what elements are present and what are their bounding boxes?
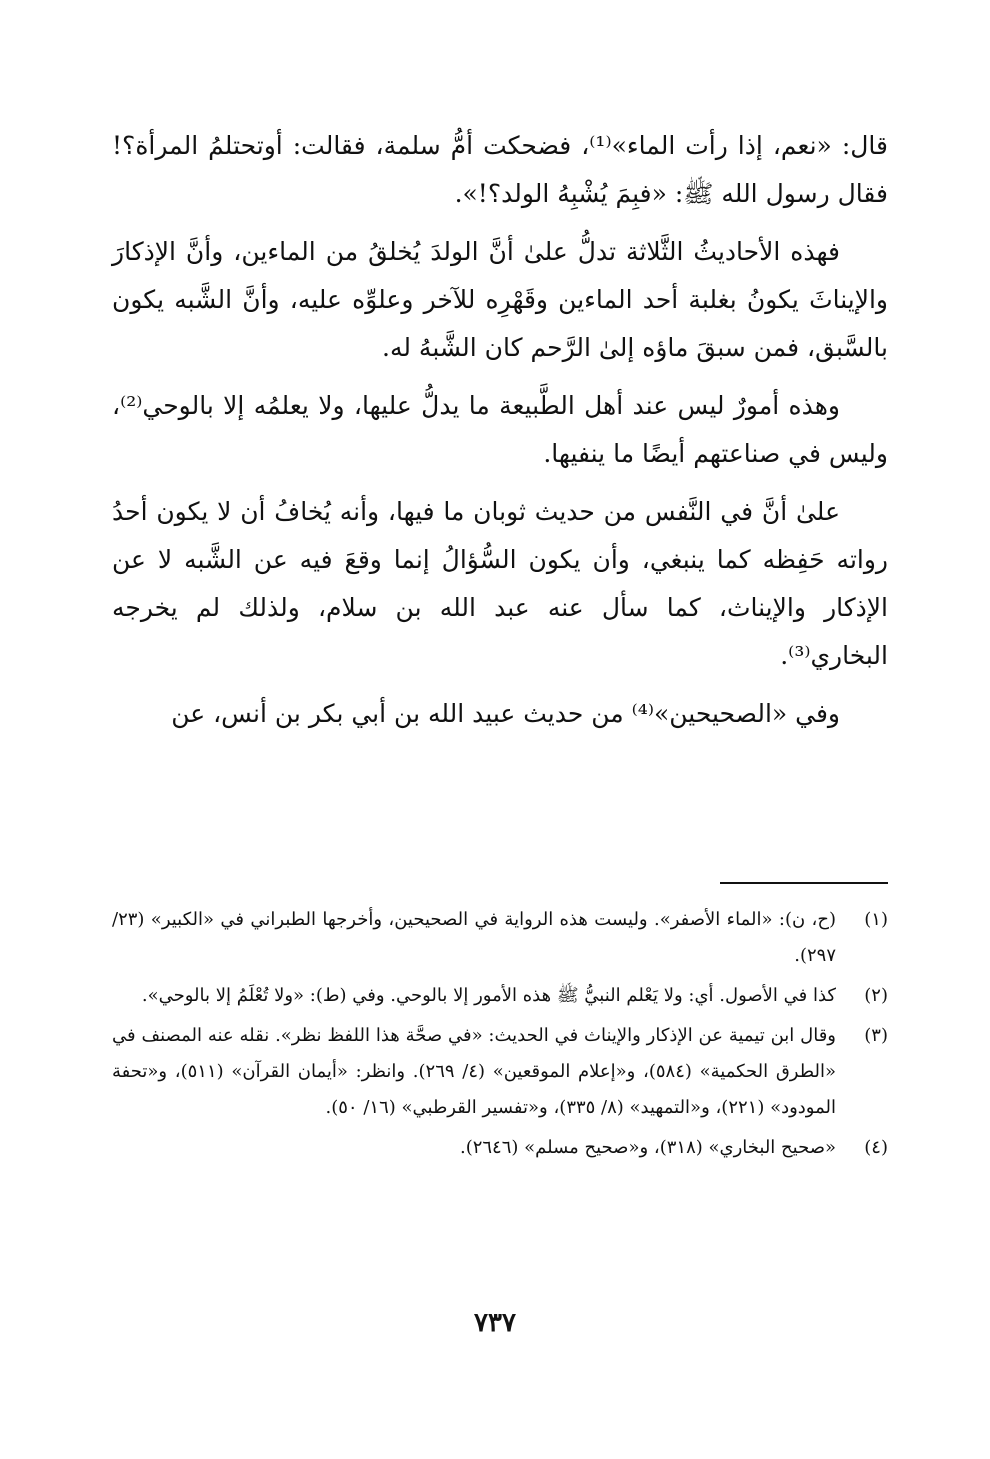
page-number: ٧٣٧ xyxy=(474,1308,516,1338)
footnote xyxy=(112,978,888,1014)
footnote-number: (٣) xyxy=(864,1025,888,1046)
footnote-number: (٢) xyxy=(864,985,888,1006)
paragraph: وفي «الصحيحين»⁽⁴⁾ من حديث عبيد الله بن أبي بكر بن أنس، عن xyxy=(171,699,840,728)
footnote-text: وقال ابن تيمية عن الإذكار والإيناث في الحديث: «في صحَّة هذا اللفظ نظر». نقله عنه المصنف في «الطرق الحكمية» (٥٨٤)، و«إعلام الموقعين» (٤/ ٢٦٩). وانظر: «أيمان القرآن» (٥١١)، و«تحفة المودود» (٢٢١)، و«التمهيد» (٨/ ٣٣٥)، و«تفسير القرطبي» (١٦/ ٥٠). xyxy=(112,1025,836,1118)
footnote xyxy=(112,1130,888,1166)
paragraph: علىٰ أنَّ في النَّفس من حديث ثوبان ما فيها، وأنه يُخافُ أن لا يكون أحدُ رواته حَفِظه كما ينبغي، وأن يكون السُّؤالُ إنما وقعَ فيه عن الشَّبه لا عن الإذكار والإيناث، كما سأل عنه عبد الله بن سلام، ولذلك لم يخرجه البخاري⁽³⁾. xyxy=(112,497,888,670)
footnote-number: (٤) xyxy=(864,1137,888,1158)
paragraph: وهذه أمورٌ ليس عند أهل الطَّبيعة ما يدلُّ عليها، ولا يعلمُه إلا بالوحي⁽²⁾، وليس في صناعتهم أيضًا ما ينفيها. xyxy=(112,391,888,468)
footnote-text: (ح، ن): «الماء الأصفر». وليست هذه الرواية في الصحيحين، وأخرجها الطبراني في «الكبير» (٢٣/ ٢٩٧). xyxy=(112,909,836,966)
main-text xyxy=(112,122,888,748)
paragraph: قال: «نعم، إذا رأت الماء»⁽¹⁾، فضحكت أمُّ سلمة، فقالت: أوتحتلمُ المرأة؟! فقال رسول الله ﷺ: «فبِمَ يُشْبِهُ الولد؟!». xyxy=(112,131,888,208)
footnotes xyxy=(112,902,888,1170)
footnote-separator xyxy=(720,882,888,884)
paragraph: فهذه الأحاديثُ الثَّلاثة تدلُّ علىٰ أنَّ الولدَ يُخلقُ من الماءين، وأنَّ الإذكارَ والإيناثَ يكونُ بغلبة أحد الماءين وقَهْرِه للآخر وعلوِّه عليه، وأنَّ الشَّبه يكون بالسَّبق، فمن سبقَ ماؤه إلىٰ الرَّحم كان الشَّبهُ له. xyxy=(112,237,888,362)
footnote-text: كذا في الأصول. أي: ولا يَعْلم النبيُّ ﷺ هذه الأمور إلا بالوحي. وفي (ط): «ولا تُعْلَمُ إلا بالوحي». xyxy=(141,985,836,1006)
footnote xyxy=(112,902,888,974)
footnote-text: «صحيح البخاري» (٣١٨)، و«صحيح مسلم» (٢٦٤٦). xyxy=(459,1137,836,1158)
footnote-number: (١) xyxy=(864,909,888,930)
footnote xyxy=(112,1018,888,1126)
